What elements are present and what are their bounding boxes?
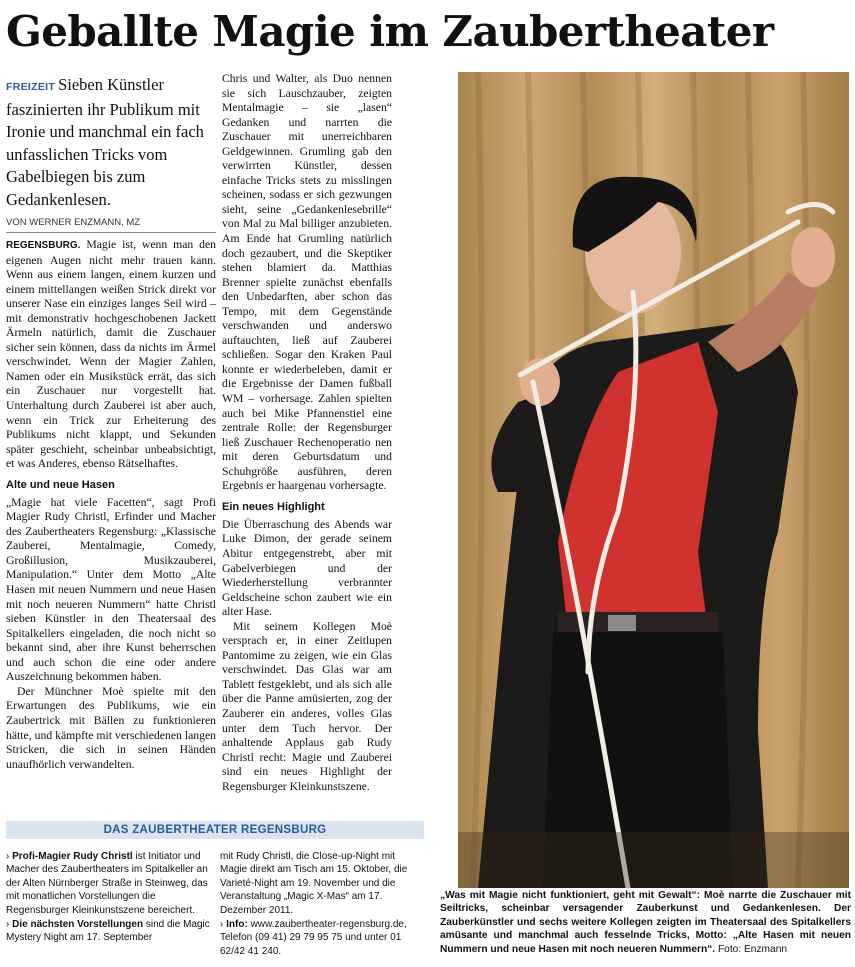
info-highlight: Info: — [226, 919, 248, 931]
arrow-icon: › — [6, 851, 10, 862]
paragraph: Chris und Walter, als Duo nennen sie sich Lauschzauber, zeigten Mentalmagie – sie „lasen“ Gedanken und narrten die Zuschauer mit unerreichbaren Geldgewinnen. Grumling gab den verwirrten Künstler, dessen einfache Tricks stets zu misslingen scheinen, sodass er sich gezwungen sieht, seine „Gedankenlesebrille“ von Mal zu Mal billiger anzubieten. Am Ende hat Grumling natürlich doch gezaubert, und die Skeptiker stehen blamiert da. Matthias Brenner spielte zunächst ebenfalls den Unbedarften, aber schon das Tempo, mit dem Gegenstände verschwanden und anderswo auftauchten, ließ auf Zauberei schließen. Sogar den Kraken Paul konnte er wiederbeleben, damit er die Ergebnisse der Damen fußball WM – vorhersage. Zahlen spielten auch bei Mike Pfannenstiel eine zentrale Rolle: der Regensburger ließ Zuschauer Rechenoperatio nen mit deren Geburtsdatum und Schuhgröße ausführen, deren Ergebnis er haargenau vorhersagte. — [222, 72, 392, 493]
photo-credit: Foto: Enzmann — [717, 943, 788, 955]
info-highlight: Die nächsten Vorstellungen — [12, 919, 144, 931]
arrow-icon: › — [6, 919, 10, 931]
paragraph: Mit seinem Kollegen Moè versprach er, in einer Zeitlupen Pantomime zu zeigen, wie ein Glas verschwindet. Das Glas war am Tablett festgeklebt, und als sich alle über die Panne amüsierten, zog der Zauberer ein anderes, volles Glas unter dem Tuch hervor. Der anhaltende Applaus gab Rudy Christl recht: Magie und Zauberei sind ein neues Highlight der Regensburger Kleinkunstszene. — [222, 619, 392, 793]
paragraph: „Magie hat viele Facetten“, sagt Profi Magier Rudy Christl, Erfinder und Macher des Zaubertheaters Regensburg: „Klassische Zauberei, Mentalmagie, Comedy, Großillusion, Musikzauberei, Manipulation.“ Unter dem Motto „Alte Hasen mit neuen Nummern und neue Hasen mit noch neueren Nummern“ hatte Christl sieben Künstler in den Theatersaal des Spitalkellers eingeladen, die noch nicht so bekannt sind, aber ihre Kunst beherrschen und auch schon die eine oder andere Auszeichnung bekommen haben. — [6, 495, 216, 684]
photo-illustration — [458, 72, 849, 888]
magician-photo — [458, 72, 849, 888]
teaser — [6, 74, 216, 211]
subheading: Ein neues Highlight — [222, 500, 325, 513]
info-box-column-2 — [220, 850, 425, 959]
headline: Geballte Magie im Zaubertheater — [6, 7, 774, 56]
info-text: sind die Magic Mystery Night am 17. September — [6, 919, 210, 944]
paragraph: Der Münchner Moè spielte mit den Erwartungen des Publikums, wie ein Zaubertrick mit Bällen zu funktionieren hätte, und kämpfte mit verschiedenen langen Stricken, die sich in seinen Händen unaufhörlich verwandelten. — [6, 684, 216, 771]
info-link-text: www.zaubertheater-regensburg.de, Telefon (09 41) 29 79 95 75 und unter 01 62/42 41 240. — [220, 919, 407, 957]
paragraph: Magie ist, wenn man den eigenen Augen nicht mehr trauen kann. Wenn aus einem langen, einem kurzen und einem mittellangen weißen Strick direkt vor unserer Nase ein einziges langes Seil wird – mit demonstrativ hochgeschobenen Jackett Ärmeln natürlich, damit die Zuschauer sicher sein können, dass da nichts im Ärmel verschwindet. Wenn der Magier Zahlen, Namen oder ein Musikstück errät, das sich ein Zuschauer nur vorgestellt hat. Unterhaltung durch Zauberei ist aber auch, wenn ein Trick zur Erheiterung des Publikums nicht klappt, und Sekunden später geschieht, scheinbar unbeabsichtigt, et was Anderes, ebenso Rätselhaftes. — [6, 238, 217, 471]
info-text: ist Initiator und Macher des Zaubertheaters im Spitalkeller an der Alten Nürnberger Straße in Steinweg, das mit monatlichen Vorstellungen die Regensburger Kleinkunstszene bereichert. — [6, 851, 208, 916]
subheading: Alte und neue Hasen — [6, 478, 115, 491]
info-text: mit Rudy Christl, die Close-up-Night mit Magie direkt am Tisch am 15. Oktober, die Varieté-Night am 19. November und die Veranstaltung „Magic X-Mas“ am 17. Dezember 2011. — [220, 851, 408, 916]
teaser-text: Sieben Künstler faszinierten ihr Publikum mit Ironie und manchmal ein fach unfasslichen Tricks vom Gabelbiegen bis zum Gedankenlesen. — [6, 75, 204, 209]
info-box-column-1 — [6, 850, 212, 946]
info-highlight: Profi-Magier Rudy Christl — [12, 851, 133, 862]
kicker: FREIZEIT — [6, 81, 56, 93]
byline: VON WERNER ENZMANN, MZ — [6, 217, 216, 233]
article-column-2 — [222, 72, 392, 794]
dateline: REGENSBURG. — [6, 240, 81, 251]
caption-lead: „Was mit Magie nicht funktioniert, geht mit Gewalt“: — [440, 890, 700, 901]
photo-caption — [440, 889, 851, 956]
info-box-title: DAS ZAUBERTHEATER REGENSBURG — [6, 821, 424, 839]
arrow-icon: › — [220, 919, 224, 931]
paragraph: Die Überraschung des Abends war Luke Dimon, der gerade seinem Abitur entgegenstrebt, aber mit Gabelverbiegen und der Wiederherstellung verbrannter Geldscheine schon zaubert wie ein alter Hase. — [222, 517, 392, 619]
article-column-1 — [6, 238, 216, 772]
caption-text: Moè narrte die Zuschauer mit Seiltricks, scheinbar versagender Zauberkunst und Gedankenlesen. Der Zauberkünstler und sechs weitere Kollegen zeigten im Theatersaal des Spitalkellers amüsante und manchmal auch fesselnde Tricks, Motto: „Alte Hasen mit neuen Nummern und neue Hasen mit noch neueren Nummern“. — [440, 890, 851, 955]
